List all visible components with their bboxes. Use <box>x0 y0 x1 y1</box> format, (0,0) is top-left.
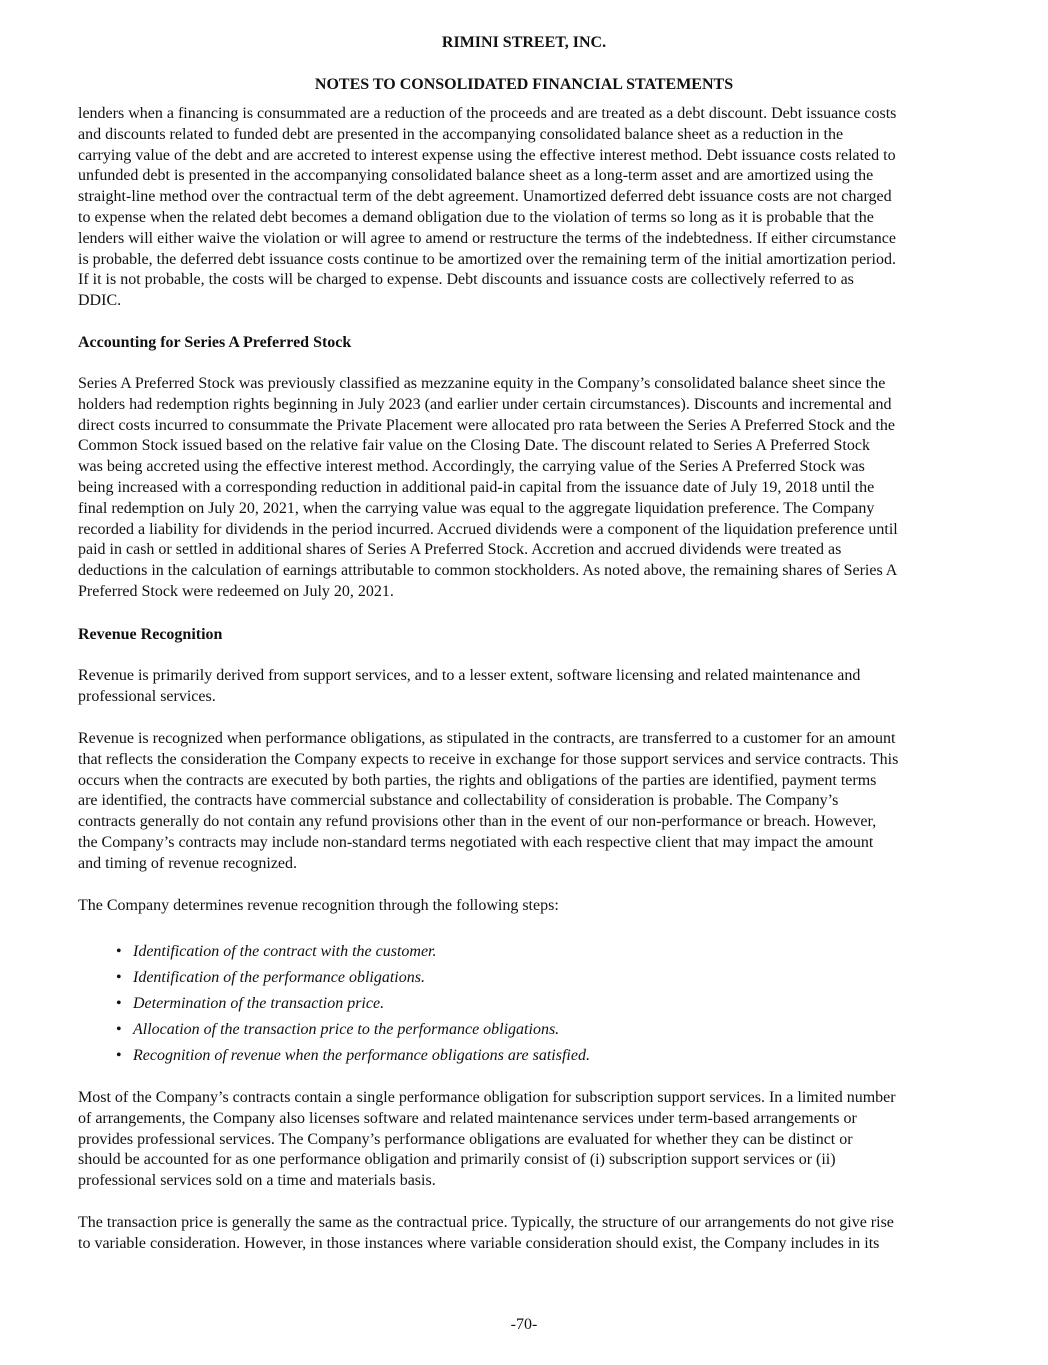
steps-list <box>116 939 590 1069</box>
text-line: provides professional services. The Company’s performance obligations are evaluated for whether they can be distinct or <box>78 1130 853 1148</box>
text-line: contracts generally do not contain any refund provisions other than in the event of our non-performance or breach. However, <box>78 813 877 831</box>
text-line: being increased with a corresponding reduction in additional paid-in capital from the issuance date of July 19, 2018 until the <box>78 478 875 496</box>
text-line: The transaction price is generally the same as the contractual price. Typically, the structure of our arrangements do not give rise <box>78 1214 894 1231</box>
text-line: final redemption on July 20, 2021, when the carrying value was equal to the aggregate liquidation preference. The Company <box>78 499 875 517</box>
list-item: • Identification of the contract with the customer. <box>116 939 590 965</box>
text-line: to expense when the related debt becomes a demand obligation due to the violation of terms so long as it is probable that the <box>78 208 874 226</box>
text-line: Revenue is recognized when performance obligations, as stipulated in the contracts, are transferred to a customer for an amount <box>78 730 896 747</box>
paragraph-revenue-source <box>78 666 978 708</box>
list-item: • Determination of the transaction price. <box>116 991 590 1017</box>
text-line: occurs when the contracts are executed by both parties, the rights and obligations of the parties are identified, payment terms <box>78 771 877 789</box>
text-line: DDIC. <box>78 292 122 310</box>
text-line: recorded a liability for dividends in the period incurred. Accrued dividends were a component of the liquidation preference until <box>78 520 898 538</box>
text-line: The Company determines revenue recognition through the following steps: <box>78 897 559 914</box>
text-line: unfunded debt is presented in the accompanying consolidated balance sheet as a long-term asset and are amortized using the <box>78 167 874 185</box>
text-line: of arrangements, the Company also licenses software and related maintenance services under term-based arrangements or <box>78 1109 857 1127</box>
list-item: • Allocation of the transaction price to the performance obligations. <box>116 1017 590 1043</box>
text-line: carrying value of the debt and are accreted to interest expense using the effective interest method. Debt issuance costs related to <box>78 146 896 164</box>
page-title: NOTES TO CONSOLIDATED FINANCIAL STATEMENTS <box>314 76 734 93</box>
text-line: professional services. <box>78 687 216 705</box>
text-line: is probable, the deferred debt issuance costs continue to be amortized over the remaining term of the initial amortization period. <box>78 250 896 268</box>
heading-series-a: Accounting for Series A Preferred Stock <box>78 334 352 351</box>
text-line: professional services sold on a time and materials basis. <box>78 1172 436 1190</box>
text-line: Common Stock issued based on the relative fair value on the Closing Date. The discount related to Series A Preferred Stock <box>78 437 870 455</box>
paragraph-steps-intro <box>78 896 978 917</box>
text-line: Preferred Stock were redeemed on July 20, 2021. <box>78 582 394 600</box>
text-line: should be accounted for as one performance obligation and primarily consist of (i) subscription support services or (ii) <box>78 1151 836 1169</box>
heading-revenue: Revenue Recognition <box>78 626 223 643</box>
text-line: deductions in the calculation of earnings attributable to common stockholders. As noted above, the remaining shares of Series A <box>78 562 898 580</box>
company-name: RIMINI STREET, INC. <box>441 34 607 51</box>
text-line: and discounts related to funded debt are presented in the accompanying consolidated balance sheet as a reduction in the <box>78 125 844 143</box>
text-line: If it is not probable, the costs will be charged to expense. Debt discounts and issuance costs are collectively referred to as <box>78 271 854 289</box>
text-line: that reflects the consideration the Company expects to receive in exchange for those support services and service contracts. This <box>78 750 899 768</box>
list-item: • Identification of the performance obligations. <box>116 965 590 991</box>
paragraph-ddic <box>78 104 978 312</box>
text-line: are identified, the contracts have commercial substance and collectability of consideration is probable. The Company’s <box>78 792 839 810</box>
list-item: • Recognition of revenue when the performance obligations are satisfied. <box>116 1043 590 1069</box>
text-line: was being accreted using the effective interest method. Accordingly, the carrying value of the Series A Preferred Stock was <box>78 458 865 476</box>
text-line: straight-line method over the contractual term of the debt agreement. Unamortized deferred debt issuance costs are not charged <box>78 188 892 206</box>
text-line: Revenue is primarily derived from support services, and to a lesser extent, software licensing and related maintenance and <box>78 667 861 684</box>
text-line: direct costs incurred to consummate the Private Placement were allocated pro rata between the Series A Preferred Stock and the <box>78 416 896 434</box>
paragraph-revenue-recognized <box>78 729 978 875</box>
text-line: lenders when a financing is consummated are a reduction of the proceeds and are treated as a debt discount. Debt issuance costs <box>78 105 897 122</box>
text-line: to variable consideration. However, in those instances where variable consideration should exist, the Company includes in its <box>78 1234 880 1252</box>
text-line: paid in cash or settled in additional shares of Series A Preferred Stock. Accretion and accrued dividends were treated as <box>78 541 842 559</box>
text-line: Most of the Company’s contracts contain a single performance obligation for subscription support services. In a limited number <box>78 1089 896 1106</box>
page-number: -70- <box>510 1316 538 1333</box>
text-line: holders had redemption rights beginning in July 2023 (and earlier under certain circumstances). Discounts and incremental and <box>78 395 892 413</box>
text-line: the Company’s contracts may include non-standard terms negotiated with each respective client that may impact the amount <box>78 833 874 851</box>
text-line: lenders will either waive the violation or will agree to amend or restructure the terms of the indebtedness. If either circumstance <box>78 229 896 247</box>
paragraph-performance-obligations <box>78 1088 978 1192</box>
paragraph-series-a <box>78 374 978 603</box>
text-line: Series A Preferred Stock was previously classified as mezzanine equity in the Company’s consolidated balance sheet since the <box>78 375 886 392</box>
paragraph-transaction-price <box>78 1213 978 1255</box>
text-line: and timing of revenue recognized. <box>78 854 298 872</box>
